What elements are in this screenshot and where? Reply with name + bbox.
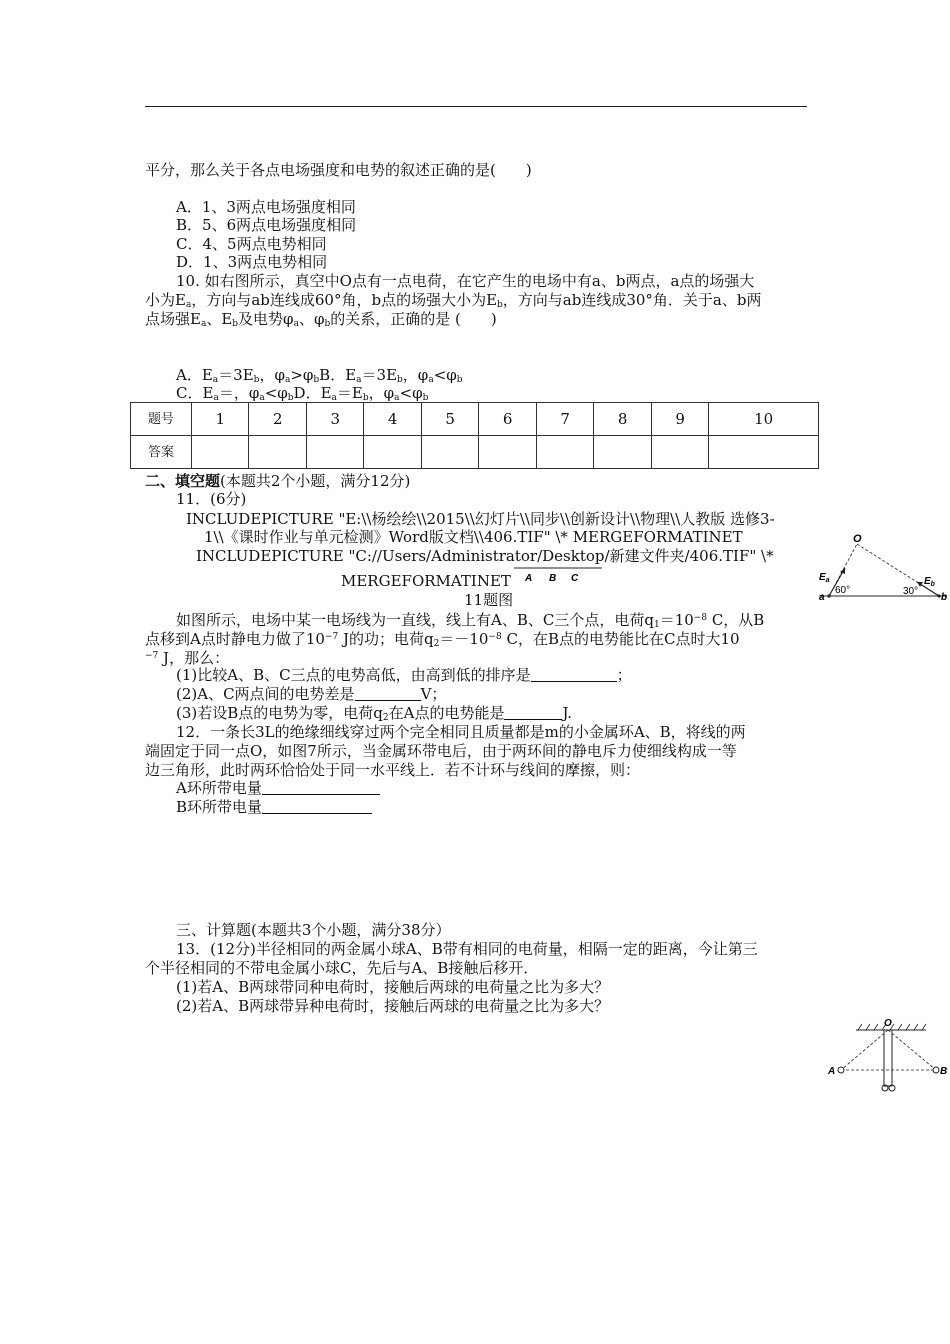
q13-sub1: (1)若A、B两球带同种电荷时，接触后两球的电荷量之比为多大？ [176, 978, 610, 996]
q10-line2: 小为$E_a$，方向与ab连线成60°角，b点的场强大小为$E_b$，方向与ab连线成30°角．关于a、b两 [145, 291, 762, 310]
q11-include-2: INCLUDEPICTURE "C://Users/Administrator/Desktop/新建文件夹/406.TIF" \* [196, 547, 774, 565]
q12-rings-figure [826, 1018, 950, 1092]
q11-sub3: (3)若设B点的电势为零，电荷$q_2$在A点的电势能是 J. [176, 704, 573, 723]
q9-option-d: D．1、3两点电势相同 [176, 253, 328, 271]
point-b-label: B [549, 573, 557, 584]
point-a [827, 594, 830, 597]
answer-table [130, 402, 819, 469]
ceiling-hatch [858, 1024, 926, 1030]
left-thread [841, 1030, 888, 1070]
q9-option-a: A．1、3两点电场强度相同 [176, 198, 356, 216]
q10-line3: 点场强$E_a$、$E_b$及电势$\varphi_a$、$\varphi_b$的关系，正确的是 ( ) [145, 310, 497, 329]
table-number-cell: 5 [421, 403, 478, 436]
table-number-cell: 1 [192, 403, 249, 436]
q11-sub2: (2)A、C两点间的电势差是 V； [176, 685, 447, 703]
a-label: a [819, 592, 825, 603]
q12-line3: 边三角形，此时两环恰恰处于同一水平线上．若不计环与线间的摩擦，则： [145, 761, 641, 779]
table-header-answer: 答案 [131, 436, 192, 469]
q12-a-charge: A环所带电量 [176, 779, 841, 798]
table-number-cell: 7 [536, 403, 593, 436]
q9-stem-tail: 平分，那么关于各点电场强度和电势的叙述正确的是( ) [145, 161, 532, 179]
table-number-cell: 6 [479, 403, 536, 436]
answer-cell[interactable] [192, 436, 249, 469]
q11-merge: MERGEFORMATINET [341, 572, 511, 590]
answer-cell[interactable] [594, 436, 651, 469]
answer-cell[interactable] [306, 436, 363, 469]
q12-line1: 12．一条长3L的绝缘细线穿过两个完全相同且质量都是m的小金属环A、B，将线的两 [176, 723, 746, 741]
q13-line1: 13．(12分)半径相同的两金属小球A、B带有相同的电荷量，相隔一定的距离，今让第三 [176, 940, 758, 958]
answer-cell[interactable] [421, 436, 478, 469]
q11-para-line2: 点移到A点时静电力做了$10^{-7}$ J的功；电荷$q_2=-10^{-8}$ C，在B点的电势能比在C点时大10 [145, 630, 740, 649]
answer-cell[interactable] [536, 436, 593, 469]
answer-blank[interactable] [355, 686, 421, 701]
center-rod [884, 1030, 892, 1086]
answer-blank[interactable] [504, 705, 562, 720]
table-number-cell: 9 [651, 403, 708, 436]
answer-cell[interactable] [364, 436, 421, 469]
q11-include-1a: INCLUDEPICTURE "E:\\杨绘绘\\2015\\幻灯片\\同步\\创新设计\\物理\\人教版 选修3- [186, 510, 775, 528]
eb-label: $E_b$ [924, 576, 935, 588]
table-header-number: 题号 [131, 403, 192, 436]
angle-30-label: 30° [903, 586, 919, 597]
answer-cell[interactable] [651, 436, 708, 469]
answer-cell[interactable] [249, 436, 306, 469]
q11-figure-caption: 11题图 [464, 591, 514, 609]
right-thread [888, 1030, 936, 1070]
q11-sub1: (1)比较A、B、C三点的电势高低，由高到低的排序是 ； [176, 666, 632, 684]
point-c-label: C [571, 573, 579, 584]
ring-b-label: B [940, 1066, 948, 1077]
q9-option-b: B．5、6两点电场强度相同 [176, 216, 357, 234]
q11-field-line-figure [512, 562, 604, 584]
point-a-label: A [525, 573, 533, 584]
q11-include-1b: 1\\《课时作业与单元检测》Word版文档\\406.TIF" \* MERGEFORMATINET [204, 528, 743, 546]
q10-options-ab: A．$E_a=3E_b$，$\varphi_a>\varphi_bB$．$E_a=3E_b$，$\varphi_a<\varphi_b$ [176, 366, 463, 385]
ea-label: $E_a$ [819, 572, 830, 584]
answer-blank[interactable] [262, 799, 372, 814]
q10-field-figure [815, 532, 950, 604]
point-o-label: O [853, 533, 862, 545]
b-label: b [941, 592, 948, 603]
table-number-cell: 8 [594, 403, 651, 436]
section2-heading: 二、填空题(本题共2个小题，满分12分) [145, 472, 411, 490]
ring-a-label: A [828, 1066, 836, 1077]
section3-heading: 三、计算题(本题共3个小题，满分38分） [176, 921, 451, 939]
point-o-label: O [884, 1018, 892, 1029]
answer-table-number-row [131, 403, 819, 436]
table-number-cell: 10 [709, 403, 819, 436]
q13-line2: 个半径相同的不带电金属小球C，先后与A、B接触后移开． [145, 959, 539, 977]
q11-score: 11．(6分) [176, 490, 247, 508]
q11-para-line1: 如图所示，电场中某一电场线为一直线，线上有A、B、C三个点，电荷$q_1=10^{-8}$ C，从B [176, 611, 765, 630]
q11-para-line3: $^{-7}$ J，那么： [145, 649, 230, 667]
answer-cell[interactable] [709, 436, 819, 469]
header-rule [145, 106, 807, 107]
q13-sub2: (2)若A、B两球带异种电荷时，接触后两球的电荷量之比为多大？ [176, 997, 610, 1015]
q10-line1: 10. 如右图所示，真空中O点有一点电荷，在它产生的电场中有a、b两点，a点的场强大 [176, 272, 755, 290]
q10-options-cd: C．$E_a=$，$\varphi_a<\varphi_bD$．$E_a=E_b$，$\varphi_a<\varphi_b$ [176, 384, 429, 403]
answer-blank[interactable] [531, 667, 617, 682]
angle-60-label: 60° [835, 585, 851, 596]
q9-option-c: C．4、5两点电势相同 [176, 235, 327, 253]
table-number-cell: 3 [306, 403, 363, 436]
answer-blank[interactable] [262, 780, 380, 795]
table-number-cell: 4 [364, 403, 421, 436]
ring-b [933, 1067, 939, 1073]
q12-line2: 端固定于同一点O，如图7所示，当金属环带电后，由于两环间的静电斥力使细线构成一等 [145, 742, 737, 760]
ring-a [838, 1067, 844, 1073]
answer-cell[interactable] [479, 436, 536, 469]
q12-b-charge: B环所带电量 [176, 798, 841, 817]
answer-table-answer-row [131, 436, 819, 469]
table-number-cell: 2 [249, 403, 306, 436]
